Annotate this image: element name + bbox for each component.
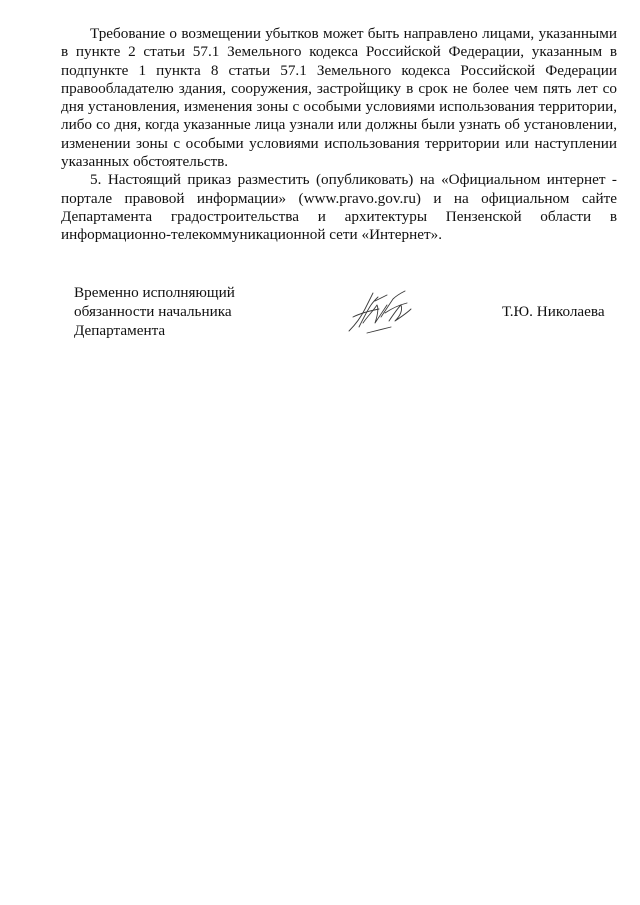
signatory-title — [74, 283, 294, 340]
paragraph-damages-claim: Требование о возмещении убытков может быть направлено лицами, указанными в пункте 2 статьи 57.1 Земельного кодекса Российской Федерации, указанным в подпункте 1 пункта 8 статьи 57.1 Земельного кодекса Российской Федерации правообладателю здания, сооружения, застройщику в срок не более чем пять лет со дня установления, изменения зоны с особыми условиями использования территории, либо со дня, когда указанные лица узнали или должны были узнать об установлении, изменении зоны с особыми условиями использования территории или наступлении указанных обстоятельств. — [61, 25, 617, 171]
paragraph-publication: 5. Настоящий приказ разместить (опубликовать) на «Официальном интернет - портале правовой информации» (www.pravo.gov.ru) и на официальном сайте Департамента градостроительства и архитектуры Пензенской области в информационно-телекоммуникационной сети «Интернет». — [61, 171, 617, 244]
handwritten-signature-icon — [345, 287, 417, 337]
signatory-title-line-3: Департамента — [74, 322, 166, 339]
signatory-title-line-1: Временно исполняющий — [74, 284, 235, 301]
signatory-title-line-2: обязанности начальника — [74, 303, 232, 320]
document-body — [61, 25, 617, 245]
signatory-name: Т.Ю. Николаева — [502, 303, 605, 320]
signature-block — [0, 283, 640, 353]
